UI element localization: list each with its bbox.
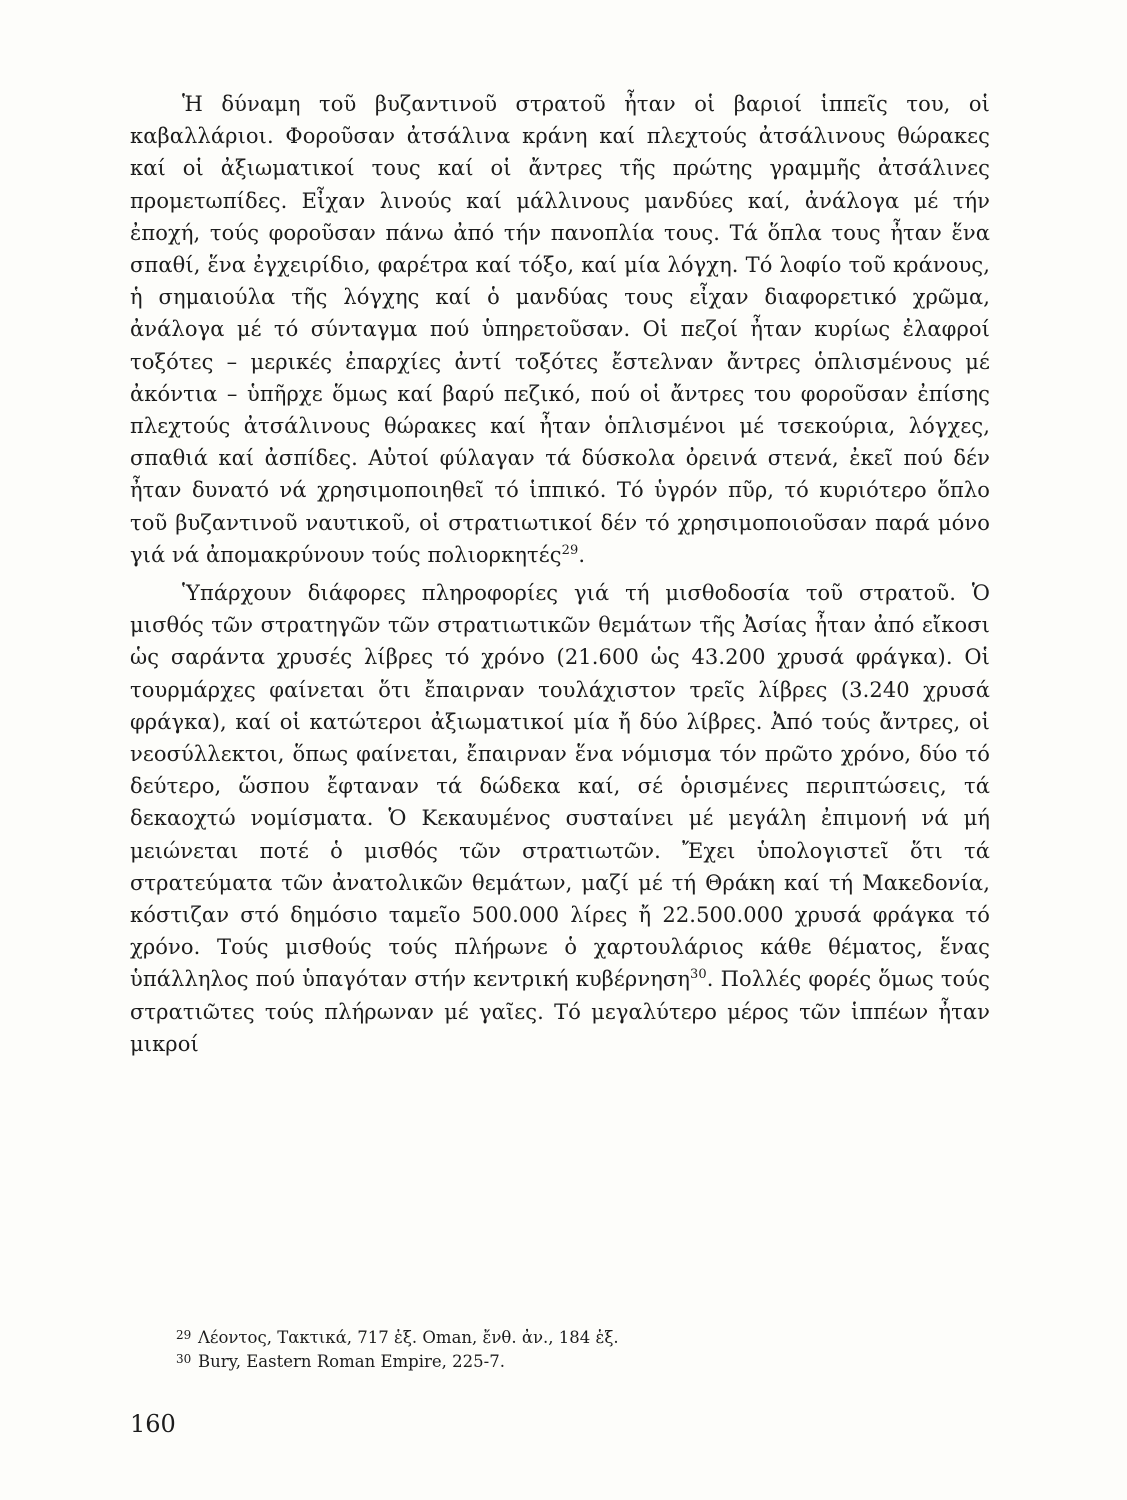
footnote-text: Λέοντος, Τακτικά, 717 ἑξ. Oman, ἔνθ. ἀν., 184 ἑξ.: [198, 1328, 619, 1347]
footnote-30: [130, 1350, 990, 1374]
footnote-number: 30: [176, 1352, 192, 1366]
paragraph-1-tail: .: [578, 542, 586, 567]
page-number: 160: [130, 1410, 176, 1438]
paragraph-1: [130, 88, 990, 571]
paragraph-1-text: Ἡ δύναμη τοῦ βυζαντινοῦ στρατοῦ ἦταν οἱ βαριοί ἱππεῖς του, οἱ καβαλλάριοι. Φοροῦσαν ἀτσάλινα κράνη καί πλεχτούς ἀτσάλινους θώρακες καί οἱ ἀξιωματικοί τους καί οἱ ἄντρες τῆς πρώτης γραμμῆς ἀτσάλινες προμετωπίδες. Εἶχαν λινούς καί μάλλινους μανδύες καί, ἀνάλογα μέ τήν ἐποχή, τούς φοροῦσαν πάνω ἀπό τήν πανοπλία τους. Τά ὅπλα τους ἦταν ἕνα σπαθί, ἕνα ἐγχειρίδιο, φαρέτρα καί τόξο, καί μία λόγχη. Τό λοφίο τοῦ κράνους, ἡ σημαιούλα τῆς λόγχης καί ὁ μανδύας τους εἶχαν διαφορετικό χρῶμα, ἀνάλογα μέ τό σύνταγμα πού ὑπηρετοῦσαν. Οἱ πεζοί ἦταν κυρίως ἐλαφροί τοξότες – μερικές ἐπαρχίες ἀντί τοξότες ἔστελναν ἄντρες ὁπλισμένους μέ ἀκόντια – ὑπῆρχε ὅμως καί βαρύ πεζικό, πού οἱ ἄντρες του φοροῦσαν ἐπίσης πλεχτούς ἀτσάλινους θώρακες καί ἦταν ὁπλισμένοι μέ τσεκούρια, λόγχες, σπαθιά καί ἀσπίδες. Αὐτοί φύλαγαν τά δύσκολα ὀρεινά στενά, ἐκεῖ πού δέν ἦταν δυνατό νά χρησιμοποιηθεῖ τό ἱππικό. Τό ὑγρόν πῦρ, τό κυριότερο ὅπλο τοῦ βυζαντινοῦ ναυτικοῦ, οἱ στρατιωτικοί δέν τό χρησιμοποιοῦσαν παρά μόνο γιά νά ἀπομακρύνουν τούς πολιορκητές: [130, 92, 990, 567]
main-text: [130, 88, 990, 1060]
footnote-number: 29: [176, 1328, 192, 1342]
paragraph-2-text: Ὑπάρχουν διάφορες πληροφορίες γιά τή μισθοδοσία τοῦ στρατοῦ. Ὁ μισθός τῶν στρατηγῶν τῶν στρατιωτικῶν θεμάτων τῆς Ἀσίας ἦταν ἀπό εἴκοσι ὡς σαράντα χρυσές λίβρες τό χρόνο (21.600 ὡς 43.200 χρυσά φράγκα). Οἱ τουρμάρχες φαίνεται ὅτι ἔπαιρναν τουλάχιστον τρεῖς λίβρες (3.240 χρυσά φράγκα), καί οἱ κατώτεροι ἀξιωματικοί μία ἤ δύο λίβρες. Ἀπό τούς ἄντρες, οἱ νεοσύλλεκτοι, ὅπως φαίνεται, ἔπαιρναν ἕνα νόμισμα τόν πρῶτο χρόνο, δύο τό δεύτερο, ὥσπου ἔφταναν τά δώδεκα καί, σέ ὁρισμένες περιπτώσεις, τά δεκαοχτώ νομίσματα. Ὁ Κεκαυμένος συσταίνει μέ μεγάλη ἐπιμονή νά μή μειώνεται ποτέ ὁ μισθός τῶν στρατιωτῶν. Ἔχει ὑπολογιστεῖ ὅτι τά στρατεύματα τῶν ἀνατολικῶν θεμάτων, μαζί μέ τή Θράκη καί τή Μακεδονία, κόστιζαν στό δημόσιο ταμεῖο 500.000 λίρες ἤ 22.500.000 χρυσά φράγκα τό χρόνο. Τούς μισθούς τούς πλήρωνε ὁ χαρτουλάριος κάθε θέματος, ἕνας ὑπάλληλος πού ὑπαγόταν στήν κεντρική κυβέρνηση: [130, 581, 990, 992]
footnote-text: Bury, Eastern Roman Empire, 225-7.: [198, 1352, 505, 1371]
footnote-29: [130, 1326, 990, 1350]
footnote-ref-30: 30: [690, 967, 707, 983]
paragraph-2: [130, 577, 990, 1060]
paragraph-2-tail: . Πολλές φορές ὅμως τούς στρατιῶτες τούς πλήρωναν μέ γαῖες. Τό μεγαλύτερο μέρος τῶν ἱππέων ἦταν μικροί: [130, 967, 991, 1056]
footnotes: [130, 1326, 990, 1374]
footnote-ref-29: 29: [561, 542, 579, 558]
